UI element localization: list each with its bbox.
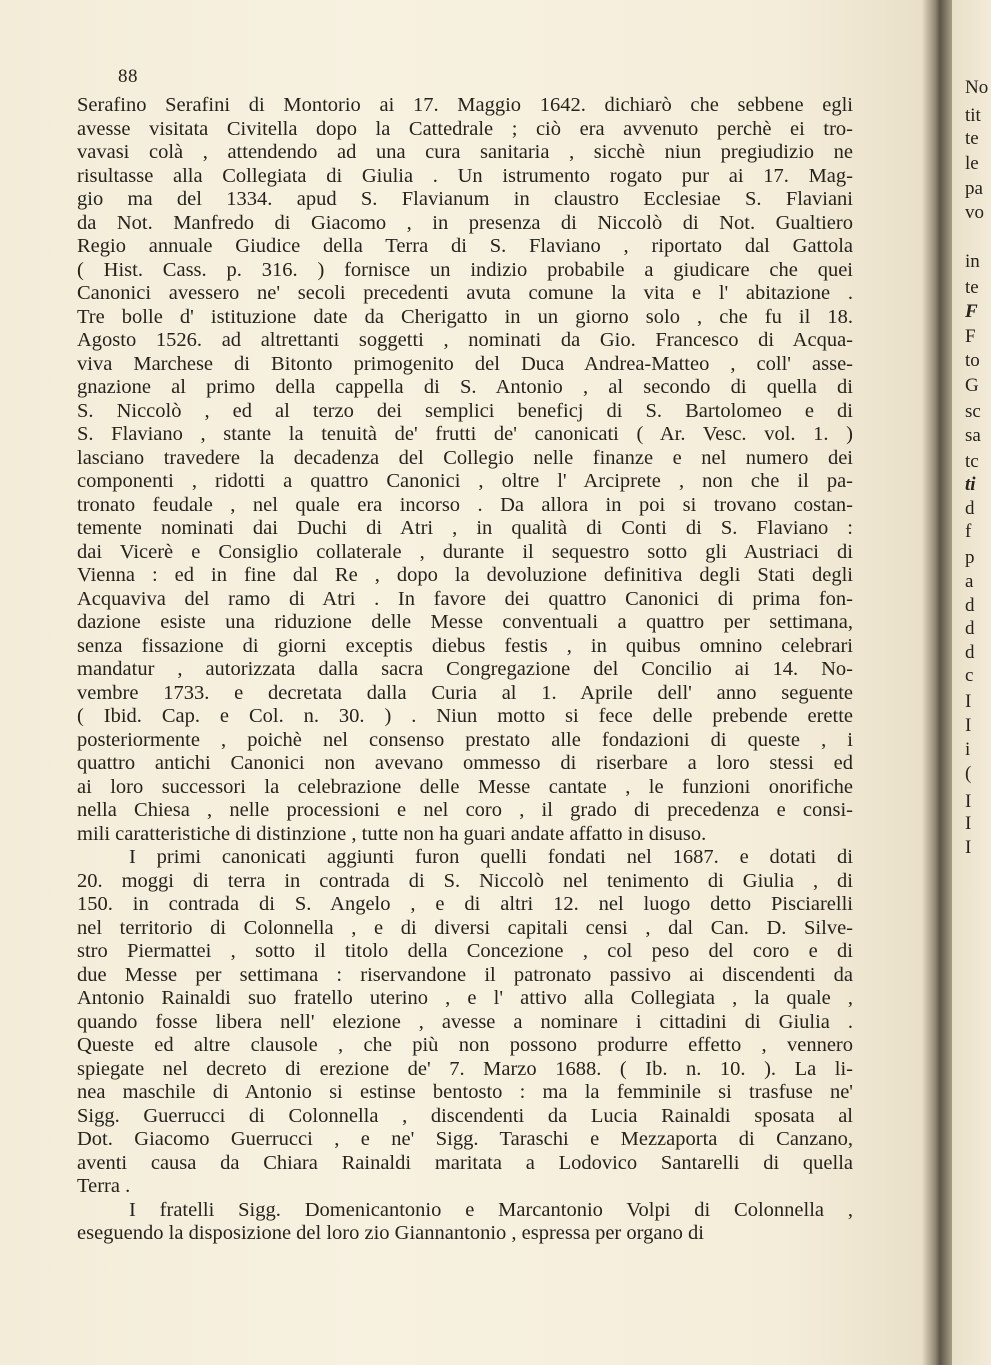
text-line: quattro antichi Canonici non avevano ommesso di riserbare a loro stessi ed: [77, 752, 853, 774]
text-line: ai loro successori la celebrazione delle Messe cantate , le funzioni onorifiche: [77, 775, 853, 798]
facing-page-fragment: i: [965, 739, 971, 760]
facing-page-fragment: te: [965, 128, 979, 149]
facing-page-fragment: a: [965, 571, 974, 592]
text-line: vavasi colà , attendendo ad una cura sanitaria , sicchè niun pregiudizio ne: [77, 141, 853, 163]
facing-page-fragment: f: [965, 521, 972, 542]
text-line: Queste ed altre clausole , che più non possono produrre effetto , vennero: [77, 1034, 853, 1056]
text-line: avesse visitata Civitella dopo la Cattedrale ; ciò era avvenuto perchè ei tro-: [77, 117, 853, 140]
page-number: 88: [118, 66, 138, 87]
facing-page-fragment: G: [965, 375, 979, 396]
text-line: risultasse alla Collegiata di Giulia . Un istrumento rogato pur ai 17. Mag-: [77, 164, 853, 187]
text-line: Vienna : ed in fine dal Re , dopo la devoluzione definitiva degli Stati degli: [77, 564, 853, 586]
text-line: due Messe per settimana : riservandone il patronato passivo ai discendenti da: [77, 963, 853, 986]
facing-page-fragment: tc: [965, 451, 979, 472]
text-line: da Not. Manfredo di Giacomo , in presenza di Niccolò di Not. Gualtiero: [77, 211, 853, 234]
text-line: ( Ibid. Cap. e Col. n. 30. ) . Niun motto si fece delle prebende erette: [77, 705, 853, 727]
text-line: stro Piermattei , sotto il titolo della Concezione , col peso del coro e di: [77, 940, 853, 962]
text-line: Acquaviva del ramo di Atri . In favore dei quattro Canonici di prima fon-: [77, 587, 853, 610]
text-line: mandatur , autorizzata dalla sacra Congregazione del Concilio ai 14. No-: [77, 658, 853, 680]
text-line: 20. moggi di terra in contrada di S. Niccolò nel tenimento di Giulia , di: [77, 869, 853, 892]
text-line: posteriormente , poichè nel consenso prestato alle fondazioni di queste , i: [77, 728, 853, 751]
text-line: Sigg. Guerrucci di Colonnella , discendenti da Lucia Rainaldi sposata al: [77, 1104, 853, 1127]
facing-page-fragment: c: [965, 665, 974, 686]
text-line: mili caratteristiche di distinzione , tutte non ha guari andate affatto in disuso.: [77, 822, 707, 845]
facing-page-fragment: te: [965, 277, 979, 298]
facing-page-fragment: d: [965, 618, 975, 639]
text-line: dazione esiste una riduzione delle Messe conventuali a quattro per settimana,: [77, 611, 853, 633]
text-line: componenti , ridotti a quattro Canonici , oltre l' Arciprete , non che il pa-: [77, 470, 853, 492]
facing-page-fragment: d: [965, 498, 975, 519]
text-line: Dot. Giacomo Guerrucci , e ne' Sigg. Taraschi e Mezzaporta di Canzano,: [77, 1128, 853, 1150]
text-line: 150. in contrada di S. Angelo , e di altri 12. nel luogo detto Pisciarelli: [77, 893, 853, 915]
text-line: tronato feudale , nel quale era incorso . Da allora in poi si trovano costan-: [77, 493, 853, 516]
facing-page-fragment: d: [965, 642, 975, 663]
facing-page-fragment: sc: [965, 401, 981, 422]
text-line: eseguendo la disposizione del loro zio Giannantonio , espressa per organo di: [77, 1222, 704, 1244]
text-line: S. Flaviano , stante la tenuità de' frutti de' canonicati ( Ar. Vesc. vol. 1. ): [77, 423, 853, 445]
facing-page-fragment: (: [965, 763, 972, 784]
facing-page-fragment: I: [965, 791, 972, 812]
text-line: Serafino Serafini di Montorio ai 17. Maggio 1642. dichiarò che sebbene egli: [77, 94, 853, 116]
text-line: nel territorio di Colonnella , e di diversi capitali censi , dal Can. D. Silve-: [77, 916, 853, 939]
text-line: nea maschile di Antonio si estinse bentosto : ma la femminile si trasfuse ne': [77, 1081, 853, 1103]
book-gutter: [922, 0, 952, 1365]
text-line: vembre 1733. e decretata dalla Curia al 1. Aprile dell' anno seguente: [77, 681, 853, 704]
text-line: nella Chiesa , nelle processioni e nel coro , il grado di precedenza e consi-: [77, 799, 853, 821]
facing-page-fragment: pa: [965, 178, 983, 199]
facing-page-fragment: ti: [965, 474, 976, 495]
text-line: Tre bolle d' istituzione date da Cherigatto in un giorno solo , che fu il 18.: [77, 305, 853, 328]
text-line: quando fosse libera nell' elezione , avesse a nominare i cittadini di Giulia .: [77, 1010, 853, 1033]
text-line: Antonio Rainaldi suo fratello uterino , e l' attivo alla Collegiata , la quale ,: [77, 987, 853, 1009]
text-line: ( Hist. Cass. p. 316. ) fornisce un indizio probabile a giudicare che quei: [77, 258, 853, 281]
text-line: lasciano travedere la decadenza del Collegio nelle finanze e nel numero dei: [77, 446, 853, 469]
facing-page-fragment: d: [965, 595, 975, 616]
facing-page-fragment: F: [965, 326, 976, 347]
text-line: S. Niccolò , ed al terzo dei semplici beneficj di S. Bartolomeo e di: [77, 399, 853, 422]
facing-page-fragment: No: [965, 77, 989, 98]
facing-page-fragment: I: [965, 813, 972, 834]
text-line: aventi causa da Chiara Rainaldi maritata a Lodovico Santarelli di quella: [77, 1151, 853, 1174]
facing-page-fragment: p: [965, 547, 975, 568]
text-line: Regio annuale Giudice della Terra di S. Flaviano , riportato dal Gattola: [77, 235, 853, 257]
facing-page-fragment: sa: [965, 425, 981, 446]
text-line: senza fissazione di giorni exceptis diebus festis , in quibus omnino celebrari: [77, 634, 853, 657]
text-line: viva Marchese di Bitonto primogenito del Duca Andrea-Matteo , coll' asse-: [77, 352, 853, 375]
text-line: I primi canonicati aggiunti furon quelli fondati nel 1687. e dotati di: [129, 846, 853, 868]
text-line: Canonici avessero ne' secoli precedenti avuta comune la vita e l' abitazione .: [77, 282, 853, 304]
text-line: dai Vicerè e Consiglio collaterale , durante il sequestro sotto gli Austriaci di: [77, 540, 853, 563]
text-line: I fratelli Sigg. Domenicantonio e Marcantonio Volpi di Colonnella ,: [129, 1198, 853, 1221]
facing-page-fragment: F: [965, 301, 978, 322]
facing-page-fragment: le: [965, 153, 979, 174]
facing-page-edge: [952, 0, 991, 1365]
text-line: Agosto 1526. ad altrettanti soggetti , nominati da Gio. Francesco di Acqua-: [77, 329, 853, 351]
page-body-text: [77, 94, 853, 1246]
text-line: gnazione al primo della cappella di S. Antonio , al secondo di quella di: [77, 376, 853, 398]
facing-page-fragment: to: [965, 350, 980, 371]
facing-page-fragment: tit: [965, 105, 981, 126]
facing-page-fragment: vo: [965, 202, 984, 223]
facing-page-fragment: I: [965, 691, 972, 712]
facing-page-fragment: in: [965, 251, 980, 272]
text-line: spiegate nel decreto di erezione de' 7. Marzo 1688. ( Ib. n. 10. ). La li-: [77, 1057, 853, 1080]
text-line: gio ma del 1334. apud S. Flavianum in claustro Ecclesiae S. Flaviani: [77, 188, 853, 210]
facing-page-fragment: I: [965, 837, 972, 858]
text-line: temente nominati dai Duchi di Atri , in qualità di Conti di S. Flaviano :: [77, 517, 853, 539]
text-line: Terra .: [77, 1175, 131, 1197]
facing-page-fragment: I: [965, 715, 972, 736]
